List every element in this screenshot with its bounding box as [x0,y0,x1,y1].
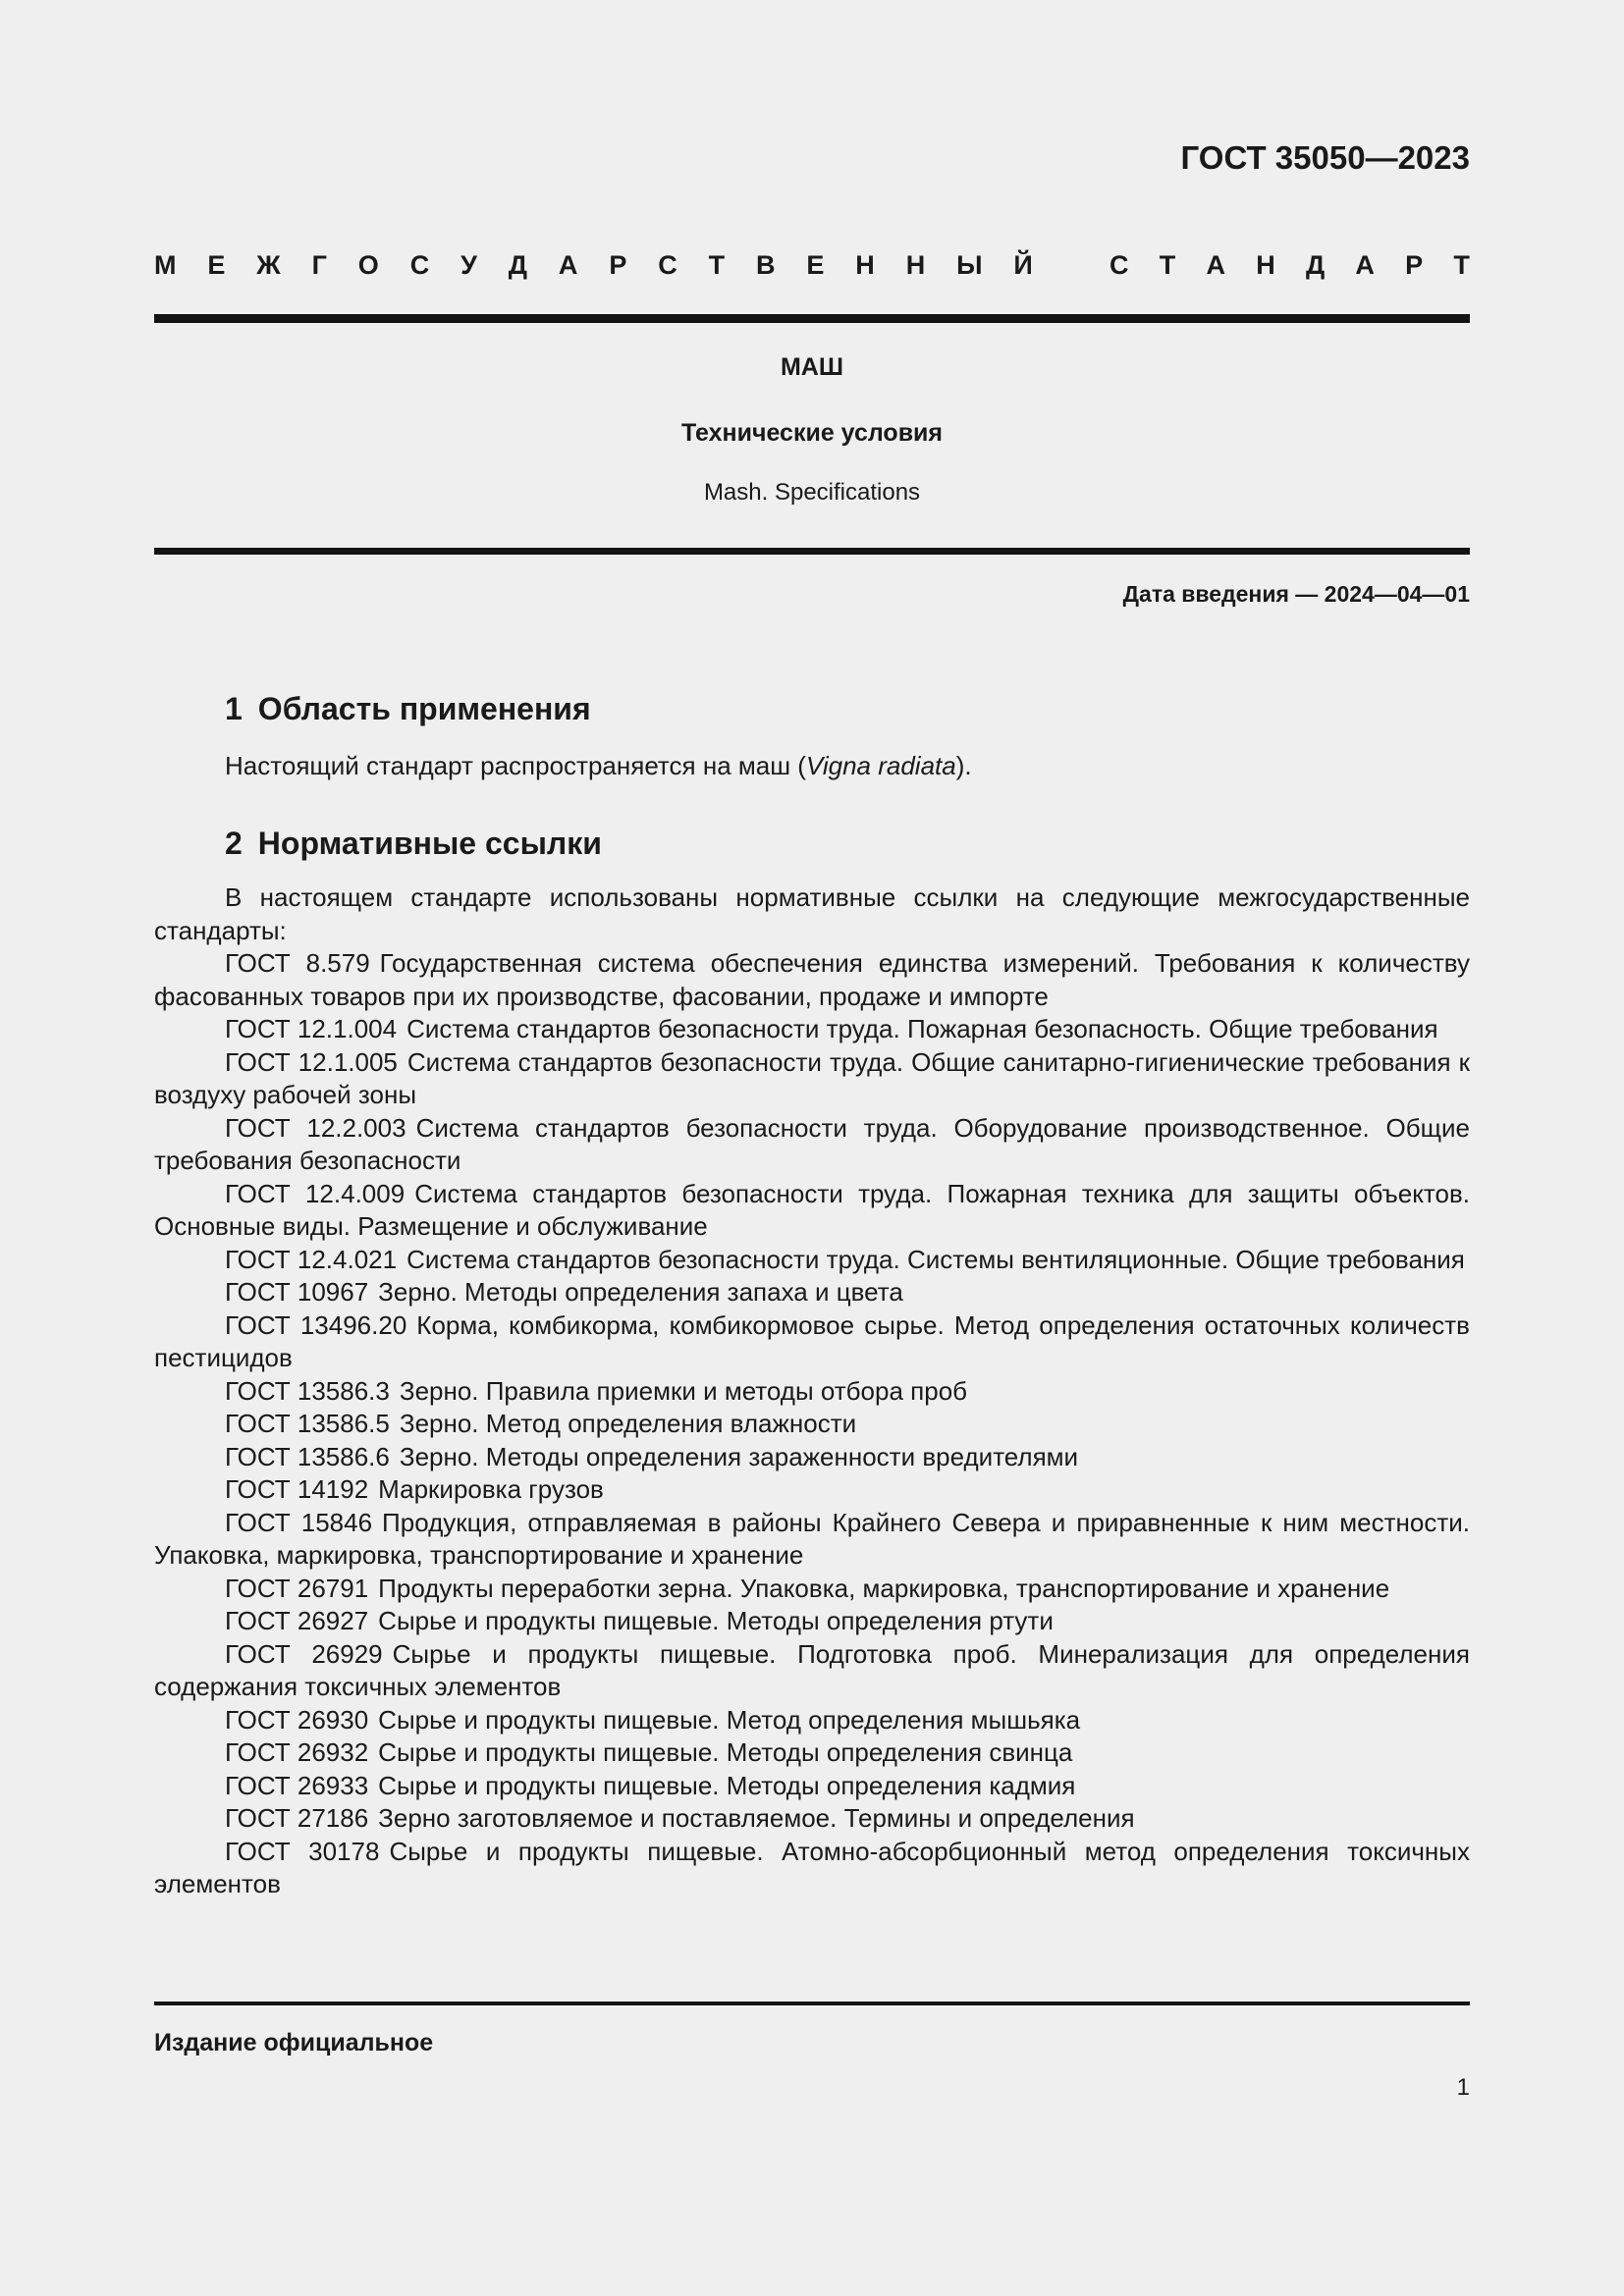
reference-title: Сырье и продукты пищевые. Методы определения ртути [378,1606,1054,1635]
reference-title: Система стандартов безопасности труда. Общие санитарно-гигиенические требования к воздуху рабочей зоны [154,1046,1470,1109]
reference-item [154,1507,1470,1573]
official-edition-label: Издание официальное [154,2029,434,2056]
reference-code: ГОСТ 12.2.003 [225,1112,406,1143]
reference-code: ГОСТ 8.579 [225,948,370,978]
gost-number: ГОСТ 35050—2023 [1180,139,1470,176]
reference-code: ГОСТ 13586.6 [225,1441,390,1471]
reference-item [154,1836,1470,1901]
references-block [154,881,1470,1901]
reference-item [154,1770,1470,1803]
reference-code: ГОСТ 15846 [225,1507,373,1537]
reference-code: ГОСТ 26791 [225,1573,369,1603]
species-name: Vigna radiata [805,751,956,780]
reference-title: Сырье и продукты пищевые. Атомно-абсорбционный метод определения токсичных элементов [154,1836,1470,1898]
top-rule [154,314,1470,323]
reference-title: Корма, комбикорма, комбикормовое сырье. Метод определения остаточных количеств пестицидов [154,1309,1470,1372]
reference-code: ГОСТ 13586.3 [225,1375,390,1406]
reference-title: Зерно. Методы определения запаха и цвета [378,1277,903,1307]
reference-item [154,1704,1470,1737]
section-1-text-end: ). [955,751,972,780]
reference-item [154,1375,1470,1409]
reference-code: ГОСТ 12.4.009 [225,1178,406,1208]
reference-code: ГОСТ 26930 [225,1704,369,1735]
references-list [154,947,1470,1901]
section-2-heading [225,826,602,862]
reference-title: Зерно. Методы определения зараженности вредителями [399,1441,1079,1471]
section-1-text [225,751,972,781]
reference-title: Маркировка грузов [378,1474,604,1504]
standard-type-word-2: С Т А Н Д А Р Т [1110,250,1470,280]
section-1-title: Область применения [257,691,591,726]
reference-code: ГОСТ 27186 [225,1803,369,1833]
reference-title: Система стандартов безопасности труда. Пожарная безопасность. Общие требования [406,1014,1438,1043]
page-number: 1 [1456,2074,1470,2101]
section-2-number: 2 [225,826,243,861]
reference-item [154,1638,1470,1704]
reference-code: ГОСТ 26929 [225,1638,383,1669]
reference-title: Продукция, отправляемая в районы Крайнего Севера и приравненные к ним местности. Упаковка, маркировка, транспортирование и хранение [154,1507,1470,1570]
title-rule [154,548,1470,555]
section-1-text-start: Настоящий стандарт распространяется на маш ( [225,751,806,780]
reference-item [154,1408,1470,1441]
document-title-english: Mash. Specifications [703,479,921,506]
reference-title: Сырье и продукты пищевые. Метод определения мышьяка [378,1704,1081,1735]
reference-item [154,1046,1470,1112]
document-subtitle: Технические условия [680,419,944,447]
reference-title: Сырье и продукты пищевые. Методы определения свинца [378,1737,1073,1767]
reference-title: Система стандартов безопасности труда. Системы вентиляционные. Общие требования [406,1244,1465,1274]
footer-rule [154,2002,1470,2005]
reference-item [154,1244,1470,1277]
reference-item [154,1309,1470,1375]
reference-item [154,1573,1470,1606]
references-intro: В настоящем стандарте использованы нормативные ссылки на следующие межгосударственные стандарты: [154,882,1470,945]
reference-item [154,1736,1470,1770]
reference-code: ГОСТ 26932 [225,1737,369,1767]
reference-item [154,1473,1470,1507]
reference-item [154,1276,1470,1309]
reference-title: Зерно. Правила приемки и методы отбора проб [399,1375,968,1406]
reference-code: ГОСТ 26927 [225,1606,369,1635]
reference-title: Зерно заготовляемое и поставляемое. Термины и определения [378,1803,1135,1833]
reference-title: Государственная система обеспечения единства измерений. Требования к количеству фасованных товаров при их производстве, фасовании, продаже и импорте [154,948,1470,1011]
reference-item [154,1178,1470,1244]
section-1-heading [225,691,591,727]
reference-code: ГОСТ 12.1.004 [225,1014,398,1043]
intro-date: Дата введения — 2024—04—01 [1122,581,1470,607]
reference-title: Сырье и продукты пищевые. Методы определения кадмия [378,1770,1076,1800]
reference-item [154,1802,1470,1836]
reference-title: Продукты переработки зерна. Упаковка, маркировка, транспортирование и хранение [378,1573,1390,1603]
reference-title: Система стандартов безопасности труда. Пожарная техника для защиты объектов. Основные виды. Размещение и обслуживание [154,1178,1470,1241]
reference-item [154,1112,1470,1178]
reference-title: Система стандартов безопасности труда. Оборудование производственное. Общие требования безопасности [154,1112,1470,1175]
reference-title: Сырье и продукты пищевые. Подготовка проб. Минерализация для определения содержания токсичных элементов [154,1638,1470,1701]
standard-type-heading [154,250,1470,290]
reference-title: Зерно. Метод определения влажности [399,1409,857,1438]
standard-type-word-1: М Е Ж Г О С У Д А Р С Т В Е Н Н Ы Й [154,250,1033,280]
reference-code: ГОСТ 13586.5 [225,1409,390,1438]
reference-code: ГОСТ 13496.20 [225,1309,407,1340]
reference-code: ГОСТ 14192 [225,1474,369,1504]
reference-code: ГОСТ 26933 [225,1770,369,1800]
document-title: МАШ [780,353,843,381]
reference-item [154,1013,1470,1046]
section-1-number: 1 [225,691,243,726]
reference-item [154,1441,1470,1474]
reference-code: ГОСТ 12.1.005 [225,1046,398,1077]
reference-code: ГОСТ 12.4.021 [225,1244,398,1274]
reference-item [154,1605,1470,1638]
reference-code: ГОСТ 10967 [225,1277,369,1307]
reference-code: ГОСТ 30178 [225,1836,380,1866]
section-2-title: Нормативные ссылки [257,826,602,861]
reference-item [154,947,1470,1013]
